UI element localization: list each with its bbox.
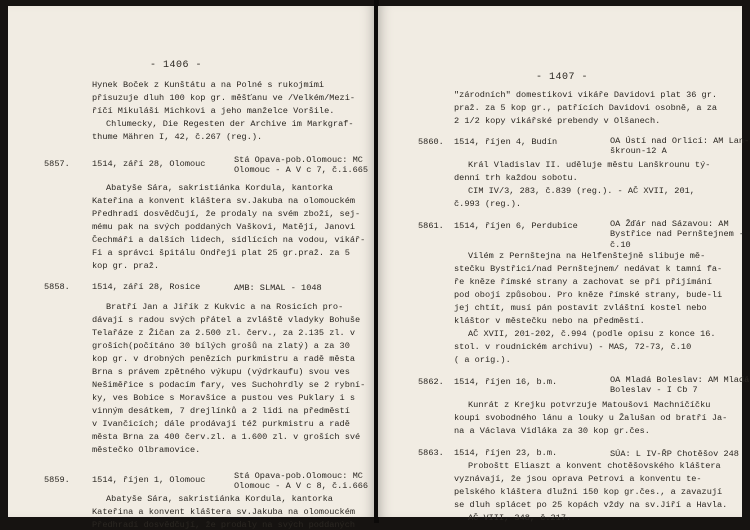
entry-number: 5858. bbox=[44, 282, 70, 292]
entry-text-line: pod obojí způsobou. Pro kněze římské strany, bude-li bbox=[454, 290, 723, 300]
entry-text-line: AČ XVII, 201-202, č.994 (podle opisu z konce 16. bbox=[468, 329, 716, 339]
entry-text-line: denní trh každou sobotu. bbox=[454, 173, 578, 183]
entry-text-line: na a Václava Vidláka za 30 kop gr.čes. bbox=[454, 426, 650, 436]
entry-date: 1514, říjen 1, Olomouc bbox=[92, 475, 206, 485]
entry-text-line: Telařáze z Žičan za 2.500 zl. červ., za 2.135 zl. v bbox=[92, 328, 356, 338]
entry-number: 5863. bbox=[418, 448, 444, 458]
entry-text-line: groších(počítáno 30 bílých grošů na zlatý) a za 30 bbox=[92, 341, 350, 351]
entry-text-line: Předhradí dosvědčují, že prodaly na svých poddaných bbox=[92, 520, 356, 530]
entry-text-line: Nešiměřice s podacím fary, ves Suchohrdly se 2 rybní- bbox=[92, 380, 366, 390]
entry-text-line: č.993 (reg.). bbox=[454, 199, 522, 209]
entry-number: 5857. bbox=[44, 159, 70, 169]
entry-text-line: AČ VIII, 348, č.217. bbox=[468, 513, 572, 523]
intro-line: Chlumecky, Die Regesten der Archive im Markgraf- bbox=[106, 119, 354, 129]
intro-line: přisuzuje dluh 100 kop gr. měšťanu ve /Velkém/Mezi- bbox=[92, 93, 356, 103]
entry-text-line: vinným desátkem, 7 drejlínků a 2 lidi na předměstí bbox=[92, 406, 350, 416]
entry-text-line: městečko Olbramovice. bbox=[92, 445, 201, 455]
entry-text-line: koupi svobodného lánu a louky u Žalušan od bratří Ja- bbox=[454, 413, 728, 423]
entry-text-line: města Brna za 400 červ.zl. a 1.600 zl. v groších své bbox=[92, 432, 361, 442]
entry-source: AMB: SLMAL - 1048 bbox=[234, 283, 322, 293]
entry-text-line: stečku Bystřici/nad Pernštejnem/ nedávat k tamní fa- bbox=[454, 264, 723, 274]
entry-date: 1514, říjen 6, Perdubice bbox=[454, 221, 578, 231]
entry-text-line: Kateřina a konvent kláštera sv.Jakuba na olomouckém bbox=[92, 507, 356, 517]
entry-text-line: Kateřina a konvent kláštera sv.Jakuba na olomouckém bbox=[92, 196, 356, 206]
right-page bbox=[378, 6, 750, 523]
entry-text-line: Předhradí dosvědčují, že prodaly na svém zboží, sej- bbox=[92, 209, 361, 219]
entry-date: 1514, září 28, Rosice bbox=[92, 282, 201, 292]
page-number: - 1406 - bbox=[150, 60, 203, 71]
intro-line: 2 1/2 kopy vikářské prebendy v Olšanech. bbox=[454, 116, 661, 126]
entry-source: OA Mladá Boleslav: AM Mladá Boleslav - I Cb 7 bbox=[610, 375, 750, 396]
entry-date: 1514, říjen 16, b.m. bbox=[454, 377, 558, 387]
intro-line: říčí Mikuláši Michkovi a jeho manželce Voršile. bbox=[92, 106, 335, 116]
entry-text-line: mému pak na svých poddaných Vaškovi, Matějí, Janovi bbox=[92, 222, 356, 232]
entry-text-line: CIM IV/3, 283, č.839 (reg.). - AČ XVII, 201, bbox=[468, 186, 695, 196]
left-page bbox=[8, 6, 375, 530]
entry-text-line: kop gr. v drobných penězích purkmistru a radě města bbox=[92, 354, 356, 364]
entry-date: 1514, říjen 23, b.m. bbox=[454, 448, 558, 458]
entry-text-line: Kunrát z Krejku potvrzuje Matoušovi Machničíčku bbox=[468, 400, 711, 410]
entry-source: OA Ústí nad Orlicí: AM Lan- škroun-12 A bbox=[610, 136, 750, 157]
entry-text-line: ( a orig.). bbox=[454, 355, 511, 365]
entry-text-line: ky, ves Bobice s Moravšice a pustou ves Puklary i s bbox=[92, 393, 356, 403]
entry-source: Stá Opava-pob.Olomouc: MC Olomouc - A V c 7, č.i.665 bbox=[234, 155, 369, 176]
entry-date: 1514, říjen 4, Budín bbox=[454, 137, 558, 147]
entry-text-line: kop gr. praž. bbox=[92, 261, 160, 271]
entry-number: 5862. bbox=[418, 377, 444, 387]
entry-text-line: Abatyše Sára, sakristiánka Kordula, kantorka bbox=[106, 494, 333, 504]
entry-text-line: kláštor v městečku nebo na předměstí. bbox=[454, 316, 645, 326]
entry-text-line: v Ivančicích; dále prodávají též purkmistru a radě bbox=[92, 419, 350, 429]
entry-date: 1514, září 28, Olomouc bbox=[92, 159, 206, 169]
entry-text-line: Fi a správci špitálu Ondřeji plat 25 gr.praž. za 5 bbox=[92, 248, 350, 258]
entry-text-line: Brna s právem zpětného výkupu (výdrkaufu) svou ves bbox=[92, 367, 350, 377]
entry-number: 5861. bbox=[418, 221, 444, 231]
entry-number: 5860. bbox=[418, 137, 444, 147]
intro-line: praž. za 5 kop gr., patřících Davidovi osobně, a za bbox=[454, 103, 718, 113]
intro-line: "zárodních" domestikovi vikáře Davidovi plat 36 gr. bbox=[454, 90, 718, 100]
entry-source: SÚA: L IV-ŘP Chotěšov 248 bbox=[610, 449, 739, 459]
entry-text-line: ře kněze římské strany a zachovat se při přijímání bbox=[454, 277, 712, 287]
entry-number: 5859. bbox=[44, 475, 70, 485]
intro-line: thume Mähren I, 42, č.267 (reg.). bbox=[92, 132, 263, 142]
entry-text-line: se dluh splácet po 25 kopách vždy na sv.Jiří a Havla. bbox=[454, 500, 728, 510]
entry-source: Stá Opava-pob.Olomouc: MC Olomouc - A V c 8, č.i.666 bbox=[234, 471, 369, 492]
entry-text-line: pelského kláštera dlužni 150 kop gr.čes., a zavazují bbox=[454, 487, 723, 497]
entry-text-line: Bratří Jan a Jiřík z Kukvic a na Rosicích pro- bbox=[106, 302, 344, 312]
entry-text-line: Proboštt Eliaszt a konvent chotěšovského kláštera bbox=[468, 461, 721, 471]
entry-text-line: Čechmáři a dalších lidech, sídlících na vodou, vikář- bbox=[92, 235, 366, 245]
entry-text-line: vyznávají, že jsou oprava Petrovi a konventu te- bbox=[454, 474, 702, 484]
entry-text-line: stol. v roudnickém archivu) - MAS, 72-73, č.10 bbox=[454, 342, 692, 352]
entry-text-line: dávají s radou svých přátel a zvláště vladyky Bohuše bbox=[92, 315, 361, 325]
page-number: - 1407 - bbox=[536, 72, 589, 83]
entry-source: OA Žďár nad Sázavou: AM Bystřice nad Pernštejnem - č.10 bbox=[610, 219, 745, 250]
entry-text-line: Vilém z Pernštejna na Helfenštejně slibuje mě- bbox=[468, 251, 706, 261]
intro-line: Hynek Boček z Kunštátu a na Polné s rukojmími bbox=[92, 80, 325, 90]
entry-text-line: Král Vladislav II. uděluje městu Lanškrounu tý- bbox=[468, 160, 711, 170]
entry-text-line: Abatyše Sára, sakristiánka Kordula, kantorka bbox=[106, 183, 333, 193]
entry-text-line: jej chtít, musí pán postavit zvláštní kostel nebo bbox=[454, 303, 707, 313]
